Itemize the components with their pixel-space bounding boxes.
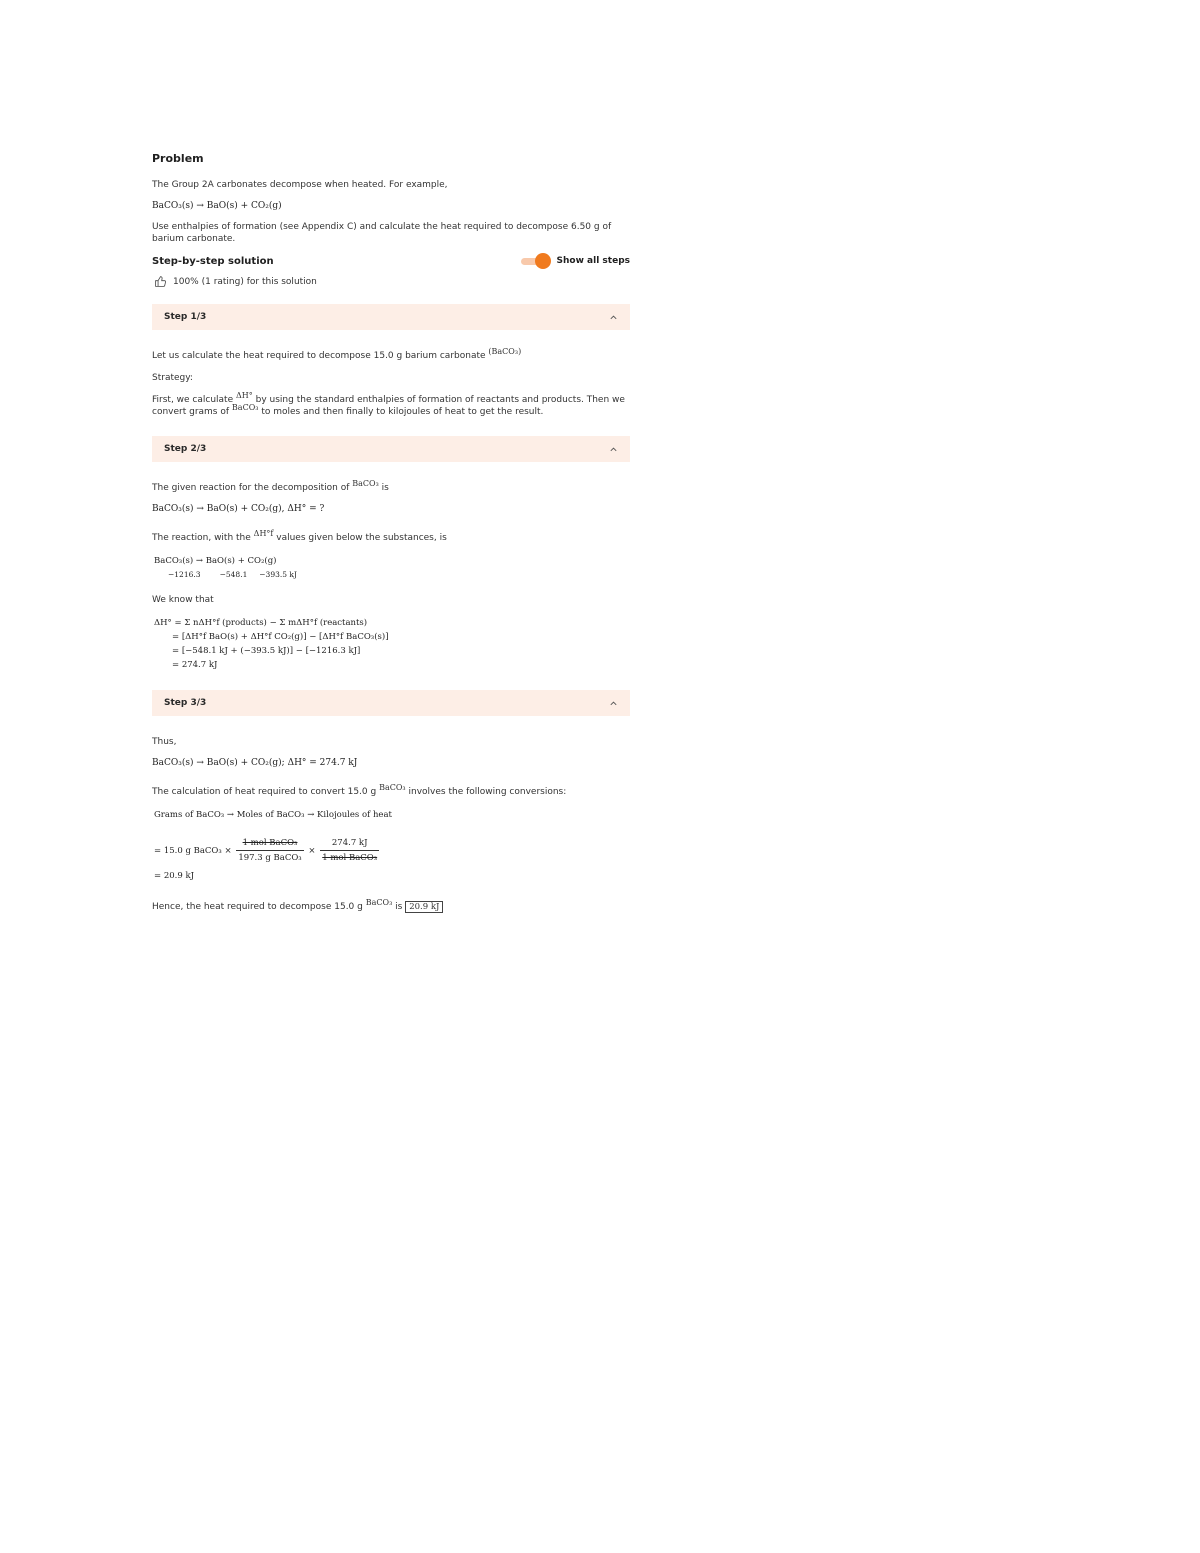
frac1-numerator: 1 mol BaCO₃ <box>236 836 303 851</box>
step-2-with-b: values given below the substances, is <box>276 533 447 543</box>
step-3-conv-b: involves the following conversions: <box>408 787 567 797</box>
chevron-up-icon <box>609 445 618 454</box>
strategy-dh: ΔH° <box>236 391 253 400</box>
step-2-with-a: The reaction, with the <box>152 533 251 543</box>
calc-line-2: = [ΔH°f BaO(s) + ΔH°f CO₂(g)] − [ΔH°f BaCO₃(s)] <box>172 632 389 642</box>
final-answer-line <box>152 898 630 913</box>
step-3-conversion <box>152 783 630 798</box>
heat-calculation <box>154 836 630 865</box>
problem-reaction: BaCO₃(s) → BaO(s) + CO₂(g) <box>152 201 282 211</box>
chevron-up-icon <box>609 313 618 322</box>
step-2-label: Step 2/3 <box>164 444 207 454</box>
strategy-label: Strategy: <box>152 373 193 383</box>
frac2-numerator: 274.7 kJ <box>320 836 379 851</box>
calc-lead: = 15.0 g BaCO₃ × <box>154 846 232 856</box>
step-2-given <box>152 479 630 494</box>
show-all-steps-control <box>521 255 630 267</box>
step-2-reaction: BaCO₃(s) → BaO(s) + CO₂(g), ΔH° = ? <box>152 504 325 514</box>
thumbs-up-icon[interactable] <box>154 275 167 288</box>
strategy-text-c: to moles and then finally to kilojoules of heat to get the result. <box>261 407 544 417</box>
final-answer-box: 20.9 kJ <box>405 901 443 913</box>
step-3-reaction: BaCO₃(s) → BaO(s) + CO₂(g); ΔH° = 274.7 kJ <box>152 758 358 768</box>
problem-question: Use enthalpies of formation (see Appendix C) and calculate the heat required to decompose 6.50 g of barium carbonate. <box>152 222 612 244</box>
problem-heading: Problem <box>152 152 204 165</box>
step-3-conv-formula: BaCO₃ <box>379 783 406 792</box>
solution-page <box>152 152 630 927</box>
step-2-given-b: is <box>381 483 389 493</box>
rx-with-values <box>154 554 630 582</box>
rating-text: 100% (1 rating) for this solution <box>173 276 317 287</box>
step-3-label: Step 3/3 <box>164 698 207 708</box>
show-all-steps-label: Show all steps <box>556 256 630 266</box>
rx-values: −1216.3 −548.1 −393.5 kJ <box>168 570 297 579</box>
step-2-given-a: The given reaction for the decomposition of <box>152 483 350 493</box>
step-2-with-formula: ΔH°f <box>253 529 274 538</box>
we-know: We know that <box>152 595 214 605</box>
chevron-up-icon <box>609 699 618 708</box>
frac2-denominator: 1 mol BaCO₃ <box>322 853 378 863</box>
step-2-given-formula: BaCO₃ <box>352 479 379 488</box>
step-1-intro <box>152 347 630 362</box>
step-2-with <box>152 529 630 544</box>
step-2-header[interactable] <box>152 436 630 462</box>
strategy-text <box>152 391 630 418</box>
solution-header <box>152 255 630 267</box>
problem-intro: The Group 2A carbonates decompose when heated. For example, <box>152 180 448 190</box>
calc-line-4: = 274.7 kJ <box>172 660 218 670</box>
hence-b: is <box>395 902 403 912</box>
step-1-intro-formula: (BaCO₃) <box>488 347 522 356</box>
show-all-steps-toggle[interactable] <box>521 255 551 267</box>
step-1-header[interactable] <box>152 304 630 330</box>
conversion-path: Grams of BaCO₃ → Moles of BaCO₃ → Kilojoules of heat <box>154 810 392 820</box>
strategy-formula: BaCO₃ <box>231 403 259 412</box>
frac1-denominator: 197.3 g BaCO₃ <box>238 853 302 863</box>
times-sign: × <box>308 846 316 856</box>
hence-a: Hence, the heat required to decompose 15.0 g <box>152 902 363 912</box>
heat-result: = 20.9 kJ <box>154 871 195 881</box>
fraction-molar-mass <box>236 836 303 865</box>
fraction-enthalpy <box>320 836 379 865</box>
step-3-thus: Thus, <box>152 737 177 747</box>
hence-formula: BaCO₃ <box>365 898 393 907</box>
calc-line-1: ΔH° = Σ nΔH°f (products) − Σ mΔH°f (reactants) <box>154 618 368 628</box>
enthalpy-calculation <box>154 616 630 672</box>
step-1-intro-text: Let us calculate the heat required to decompose 15.0 g barium carbonate <box>152 351 486 361</box>
step-3-header[interactable] <box>152 690 630 716</box>
step-3-conv-a: The calculation of heat required to convert 15.0 g <box>152 787 377 797</box>
step-1-label: Step 1/3 <box>164 312 207 322</box>
strategy-text-b: by using the standard enthalpies of formation of reactants and products. Then we convert grams of <box>152 395 625 417</box>
step-1-body <box>152 346 630 432</box>
rating-row <box>154 275 630 288</box>
strategy-text-a: First, we calculate <box>152 395 234 405</box>
step-2-body <box>152 478 630 690</box>
rx-line: BaCO₃(s) → BaO(s) + CO₂(g) <box>154 556 277 566</box>
toggle-knob <box>535 253 551 269</box>
step-3-body <box>152 732 630 927</box>
calc-line-3: = [−548.1 kJ + (−393.5 kJ)] − [−1216.3 kJ] <box>172 646 361 656</box>
solution-title: Step-by-step solution <box>152 255 274 267</box>
